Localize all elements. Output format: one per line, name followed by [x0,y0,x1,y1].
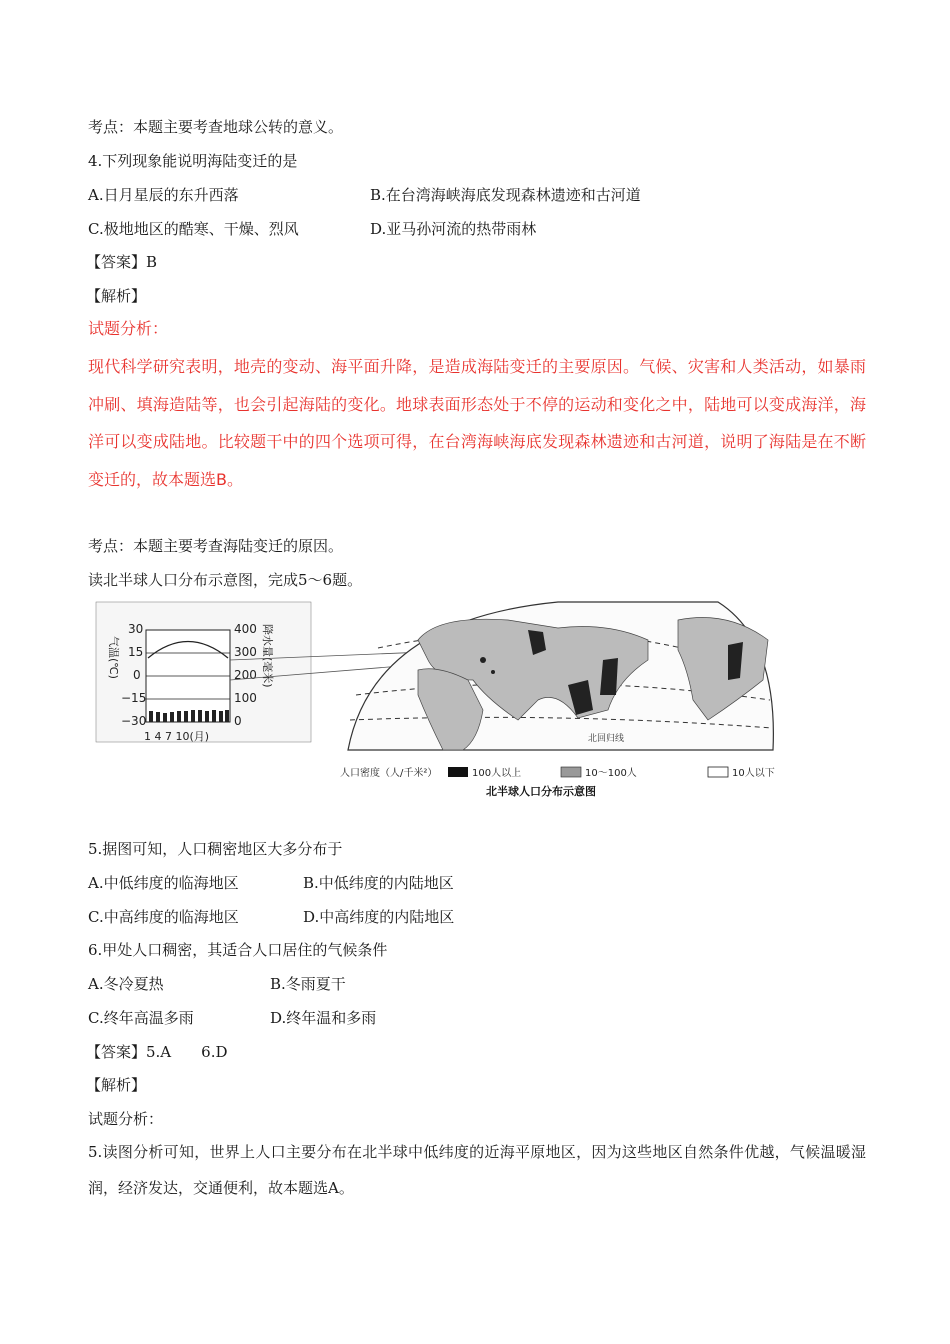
jiexi-5-6: 【解析】 [86,1076,147,1094]
q4-kaodian: 考点：本题主要考查海陆变迁的原因。 [88,537,344,555]
left-tick: 0 [133,668,141,682]
right-tick: 300 [234,645,257,659]
legend-low: 10人以下 [732,768,775,779]
q6-option-d: D.终年温和多雨 [270,1009,377,1027]
q4-option-d: D.亚马孙河流的热带雨林 [370,220,537,238]
figure-caption: 北半球人口分布示意图 [486,785,596,798]
q4-stem: 4.下列现象能说明海陆变迁的是 [88,152,298,170]
q5-option-c: C.中高纬度的临海地区 [88,908,239,926]
q6-option-c: C.终年高温多雨 [88,1009,194,1027]
legend-title: 人口密度（人/千米²） [340,768,438,779]
kaodian-prev: 考点：本题主要考查地球公转的意义。 [88,118,344,136]
q6-option-b: B.冬雨夏干 [270,975,346,993]
q5-stem: 5.据图可知，人口稠密地区大多分布于 [88,840,343,858]
tropic-label: 北回归线 [588,734,625,744]
climate-left-label: 气温(℃) [107,636,120,679]
q6-option-a: A.冬冷夏热 [88,975,164,993]
q6-stem: 6.甲处人口稠密，其适合人口居住的气候条件 [88,941,388,959]
q4-option-c: C.极地地区的酷寒、干燥、烈风 [88,220,299,238]
legend-high: 100人以上 [472,768,522,779]
x-ticks: 1 4 7 10(月) [144,730,210,743]
left-tick: 30 [128,622,144,636]
q4-jiexi: 【解析】 [86,287,147,305]
population-figure [88,600,788,805]
legend-mid-swatch [561,767,581,777]
analysis-title-5-6: 试题分析： [88,1110,164,1128]
right-tick: 200 [234,668,257,682]
right-tick: 400 [234,622,257,636]
answers-5-6: 【答案】5.A 6.D [86,1043,228,1061]
q4-option-b: B.在台湾海峡海底发现森林遗迹和古河道 [370,186,641,204]
climate-right-label: 降水量(毫米) [261,624,274,688]
q4-analysis-title: 试题分析： [88,319,169,338]
q5-option-b: B.中低纬度的内陆地区 [303,874,454,892]
right-tick: 100 [234,691,257,705]
q4-analysis: 现代科学研究表明，地壳的变动、海平面升降，是造成海陆变迁的主要原因。气候、灾害和人类活动，如暴雨冲刷、填海造陆等，也会引起海陆的变化。地球表面形态处于不停的运动和变化之中，陆地可以变成海洋，海洋可以变成陆地。比较题干中的四个选项可得，在台湾海峡海底发现森林遗迹和古河道，说明了海陆是在不断变迁的，故本题选B。 [88,357,866,489]
right-tick: 0 [234,714,242,728]
left-tick: −30 [121,714,147,728]
q4-answer: 【答案】B [86,253,158,271]
legend-high-swatch [448,767,468,777]
q5-option-d: D.中高纬度的内陆地区 [303,908,455,926]
q4-option-a: A.日月星辰的东升西落 [88,186,239,204]
legend-mid: 10～100人 [585,768,637,779]
left-tick: 15 [128,645,144,659]
legend-low-swatch [708,767,728,777]
q5-option-a: A.中低纬度的临海地区 [88,874,239,892]
analysis-q5: 5.读图分析可知，世界上人口主要分布在北半球中低纬度的近海平原地区，因为这些地区自然条件优越，气候温暖湿润，经济发达，交通便利，故本题选A。 [88,1143,866,1197]
intro-line: 读北半球人口分布示意图，完成5～6题。 [88,571,363,589]
left-tick: −15 [121,691,147,705]
